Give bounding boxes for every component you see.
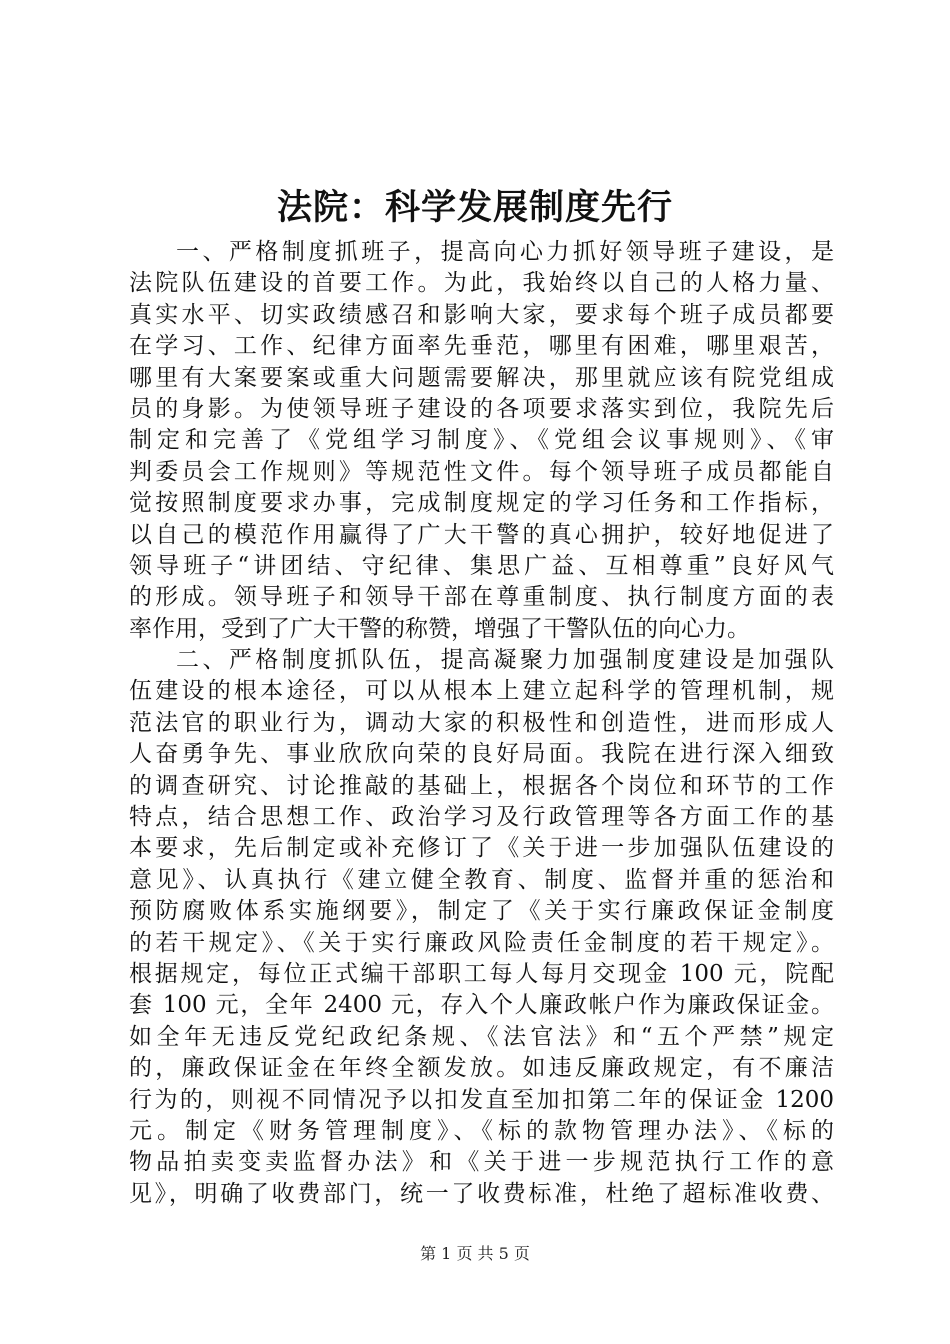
text-line: 物品拍卖变卖监督办法》和《关于进一步规范执行工作的意 bbox=[129, 1149, 834, 1176]
text-line: 人奋勇争先、事业欣欣向荣的良好局面。我院在进行深入细致 bbox=[129, 741, 834, 768]
text-line: 预防腐败体系实施纲要》，制定了《关于实行廉政保证金制度 bbox=[129, 898, 834, 925]
text-line: 判委员会工作规则》等规范性文件。每个领导班子成员都能自 bbox=[129, 458, 834, 485]
text-line: 见》，明确了收费部门，统一了收费标准，杜绝了超标准收费、 bbox=[129, 1180, 834, 1207]
page-title: 法院：科学发展制度先行 bbox=[276, 187, 673, 228]
text-line: 一、严格制度抓班子，提高向心力抓好领导班子建设，是 bbox=[176, 239, 834, 265]
text-line: 率作用，受到了广大干警的称赞，增强了干警队伍的向心力。 bbox=[129, 615, 750, 642]
text-line: 以自己的模范作用赢得了广大干警的真心拥护，较好地促进了 bbox=[129, 521, 834, 548]
text-line: 真实水平、切实政绩感召和影响大家，要求每个班子成员都要 bbox=[129, 301, 834, 328]
text-line: 制定和完善了《党组学习制度》、《党组会议事规则》、《审 bbox=[129, 427, 834, 454]
text-line: 的，廉政保证金在年终全额发放。如违反廉政规定，有不廉洁 bbox=[129, 1055, 834, 1082]
text-line: 员的身影。为使领导班子建设的各项要求落实到位，我院先后 bbox=[129, 395, 834, 422]
page-number-footer: 第 1 页 共 5 页 bbox=[420, 1244, 530, 1263]
text-line: 根据规定，每位正式编干部职工每人每月交现金 100 元，院配 bbox=[129, 960, 834, 987]
text-line: 的若干规定》、《关于实行廉政风险责任金制度的若干规定》。 bbox=[129, 929, 834, 956]
paragraph-1 bbox=[129, 237, 834, 645]
text-line: 的形成。领导班子和领导干部在尊重制度、执行制度方面的表 bbox=[129, 584, 834, 611]
text-line: 领导班子“讲团结、守纪律、集思广益、互相尊重”良好风气 bbox=[129, 552, 834, 579]
text-line: 觉按照制度要求办事，完成制度规定的学习任务和工作指标， bbox=[129, 490, 834, 517]
text-line: 范法官的职业行为，调动大家的积极性和创造性，进而形成人 bbox=[129, 709, 834, 736]
text-line: 特点，结合思想工作、政治学习及行政管理等各方面工作的基 bbox=[129, 804, 834, 831]
text-line: 行为的，则视不同情况予以扣发直至加扣第二年的保证金 1200 bbox=[129, 1086, 834, 1113]
text-line: 的调查研究、讨论推敲的基础上，根据各个岗位和环节的工作 bbox=[129, 772, 834, 799]
paragraph-2 bbox=[129, 645, 834, 1210]
text-line: 伍建设的根本途径，可以从根本上建立起科学的管理机制，规 bbox=[129, 678, 834, 705]
text-line: 套 100 元，全年 2400 元，存入个人廉政帐户作为廉政保证金。 bbox=[129, 992, 834, 1019]
text-line: 二、严格制度抓队伍，提高凝聚力加强制度建设是加强队 bbox=[176, 647, 834, 674]
text-line: 如全年无违反党纪政纪条规、《法官法》和“五个严禁”规定 bbox=[129, 1023, 834, 1050]
text-line: 元。制定《财务管理制度》、《标的款物管理办法》、《标的 bbox=[129, 1117, 834, 1144]
text-line: 法院队伍建设的首要工作。为此，我始终以自己的人格力量、 bbox=[129, 270, 834, 297]
text-line: 在学习、工作、纪律方面率先垂范，哪里有困难，哪里艰苦， bbox=[129, 333, 834, 360]
text-line: 意见》、认真执行《建立健全教育、制度、监督并重的惩治和 bbox=[129, 866, 834, 893]
text-line: 哪里有大案要案或重大问题需要解决，那里就应该有院党组成 bbox=[129, 364, 834, 391]
document-body bbox=[129, 237, 834, 1210]
text-line: 本要求，先后制定或补充修订了《关于进一步加强队伍建设的 bbox=[129, 835, 834, 862]
